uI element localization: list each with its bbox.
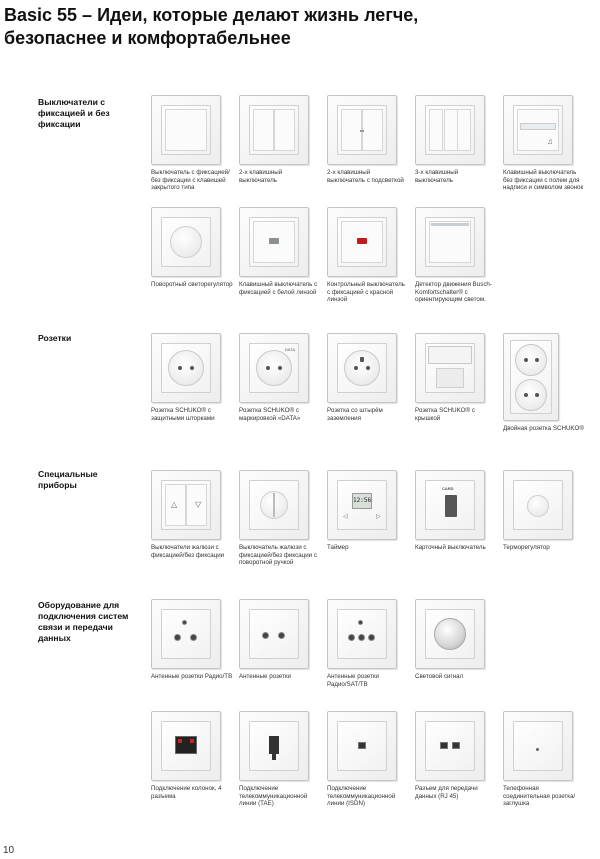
product-item bbox=[151, 333, 233, 422]
product-caption: Розетка SCHUKO® с крышкой bbox=[415, 407, 475, 422]
section-label-sockets: Розетки bbox=[38, 333, 72, 343]
product-item bbox=[503, 95, 585, 192]
isdn-socket-icon bbox=[327, 711, 397, 781]
blind-rotary-switch-icon bbox=[239, 470, 309, 540]
antenna-socket-icon bbox=[239, 599, 309, 669]
rj45-socket-icon bbox=[415, 711, 485, 781]
product-item bbox=[151, 207, 233, 289]
blank-cover-icon bbox=[503, 711, 573, 781]
product-caption: 3-х клавишный выключатель bbox=[415, 169, 459, 184]
product-item bbox=[239, 95, 321, 184]
product-item bbox=[503, 333, 585, 433]
product-caption: Выключатель жалюзи с фиксацией/без фиксации с поворотной ручкой bbox=[239, 544, 317, 567]
double-schuko-socket-icon bbox=[503, 333, 559, 421]
product-caption: Поворотный светорегулятор bbox=[151, 281, 233, 288]
thermostat-icon bbox=[503, 470, 573, 540]
product-caption: Контрольный выключатель с фиксацией с красной линзой bbox=[327, 281, 405, 304]
product-caption: Двойная розетка SCHUKO® bbox=[503, 425, 584, 432]
section-label-communication: Оборудование для подключения систем связи и передачи данных bbox=[38, 600, 129, 643]
product-item bbox=[239, 599, 321, 681]
product-item bbox=[327, 599, 409, 688]
product-caption: Розетка со штырём заземления bbox=[327, 407, 383, 422]
bell-symbol: ♫ bbox=[547, 137, 553, 146]
product-item bbox=[415, 599, 497, 681]
product-item bbox=[151, 470, 233, 559]
section-label-special-devices: Специальные приборы bbox=[38, 469, 98, 490]
product-caption: Подключение телекоммуникационной линии (ISDN) bbox=[327, 785, 396, 808]
product-caption: Подключение телекоммуникационной линии (TAE) bbox=[239, 785, 308, 808]
product-item bbox=[503, 711, 585, 808]
product-item bbox=[239, 470, 321, 567]
product-caption: Антенные розетки Радио/SAT/ТВ bbox=[327, 673, 380, 688]
product-item bbox=[503, 470, 585, 552]
product-caption: Розетка SCHUKO® с защитными шторками bbox=[151, 407, 215, 422]
tae-socket-icon bbox=[239, 711, 309, 781]
signal-light-icon bbox=[415, 599, 485, 669]
product-item bbox=[239, 333, 321, 422]
antenna-socket-radio-tv-icon bbox=[151, 599, 221, 669]
product-caption: Таймер bbox=[327, 544, 349, 551]
product-caption: Выключатель с фиксацией/без фиксации с клавишей закрытого типа bbox=[151, 169, 230, 192]
product-caption: Розетка SCHUKO® с маркировкой «DATA» bbox=[239, 407, 301, 422]
product-item bbox=[239, 207, 321, 296]
product-item bbox=[327, 333, 409, 422]
product-item bbox=[151, 95, 233, 192]
switch-white-lens-icon bbox=[239, 207, 309, 277]
product-caption: Разъем для передачи данных (RJ 45) bbox=[415, 785, 478, 800]
product-caption: 2-х клавишный выключатель bbox=[239, 169, 283, 184]
product-caption: Антенные розетки Радио/ТВ bbox=[151, 673, 233, 680]
product-item bbox=[151, 711, 233, 800]
product-caption: Подключение колонок, 4 разъема bbox=[151, 785, 222, 800]
schuko-data-socket-icon bbox=[239, 333, 309, 403]
product-item bbox=[327, 207, 409, 304]
product-item bbox=[415, 711, 497, 800]
blind-switch-icon: △ ▽ bbox=[151, 470, 221, 540]
product-caption: Терморегулятор bbox=[503, 544, 550, 551]
motion-detector-icon bbox=[415, 207, 485, 277]
antenna-socket-radio-sat-tv-icon bbox=[327, 599, 397, 669]
product-item bbox=[415, 333, 497, 422]
double-rocker-illuminated-switch-icon bbox=[327, 95, 397, 165]
product-caption: Телефонная соединительная розетка/заглушка bbox=[503, 785, 576, 808]
timer-icon: 12:56 ◁ ▷ bbox=[327, 470, 397, 540]
product-caption: Выключатели жалюзи с фиксацией/без фиксации bbox=[151, 544, 225, 559]
triple-rocker-switch-icon bbox=[415, 95, 485, 165]
product-item bbox=[327, 470, 409, 552]
bell-push-button-icon bbox=[503, 95, 573, 165]
product-item bbox=[415, 95, 497, 184]
schuko-socket-icon bbox=[151, 333, 221, 403]
page-number: 10 bbox=[3, 845, 15, 856]
earth-pin-socket-icon bbox=[327, 333, 397, 403]
section-label-switches: Выключатели с фиксацией и без фиксации bbox=[38, 97, 110, 129]
product-caption: Световой сигнал bbox=[415, 673, 464, 680]
double-rocker-switch-icon bbox=[239, 95, 309, 165]
card-mark: CARD bbox=[442, 486, 454, 491]
product-item bbox=[239, 711, 321, 808]
product-item bbox=[415, 207, 497, 304]
product-item bbox=[151, 599, 233, 681]
single-rocker-switch-icon bbox=[151, 95, 221, 165]
product-item bbox=[415, 470, 497, 552]
product-item bbox=[327, 95, 409, 184]
page-title: Basic 55 – Идеи, которые делают жизнь легче, безопаснее и комфортабельнее bbox=[4, 5, 419, 48]
timer-display: 12:56 bbox=[352, 493, 372, 509]
rotary-dimmer-icon bbox=[151, 207, 221, 277]
product-caption: Антенные розетки bbox=[239, 673, 292, 680]
product-caption: Карточный выключатель bbox=[415, 544, 486, 551]
product-caption: Клавишный выключатель с фиксацией с белой линзой bbox=[239, 281, 318, 296]
product-caption: Клавишный выключатель без фиксации с полем для надписи и символом звонок bbox=[503, 169, 584, 192]
speaker-connector-icon bbox=[151, 711, 221, 781]
product-item bbox=[327, 711, 409, 808]
schuko-hinged-lid-socket-icon bbox=[415, 333, 485, 403]
product-caption: Детектор движения Busch-Komfortschalter® с ориентирующим светом. bbox=[415, 281, 492, 304]
data-mark: DATA bbox=[284, 347, 295, 352]
product-caption: 2-х клавишный выключатель с подсветкой bbox=[327, 169, 404, 184]
card-switch-icon bbox=[415, 470, 485, 540]
switch-red-lens-icon bbox=[327, 207, 397, 277]
